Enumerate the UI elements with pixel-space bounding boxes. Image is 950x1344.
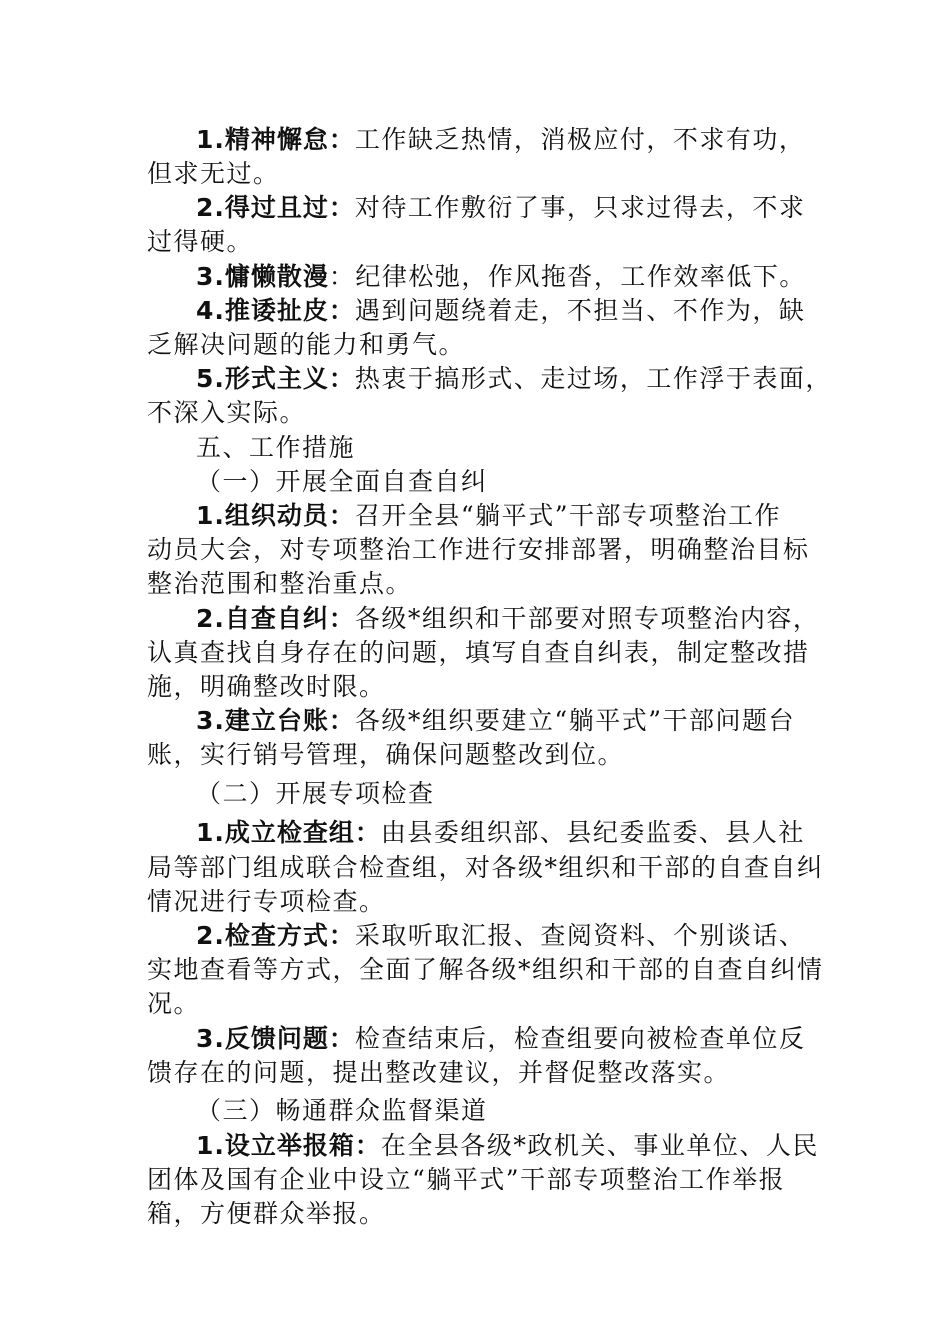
text-line: [147, 328, 465, 362]
item-text: 箱，方便群众举报。: [147, 1199, 386, 1228]
subsection-heading: [196, 465, 488, 499]
text-line: [147, 533, 810, 567]
item-title: 1.成立检查组：: [196, 818, 381, 847]
item-text: 热衷于搞形式、走过场，工作浮于表面，: [354, 364, 832, 393]
item-text: 团体及国有企业中设立“躺平式”干部专项整治工作举报: [147, 1165, 786, 1194]
list-item-heading: [196, 362, 832, 396]
list-item-heading: [196, 602, 819, 636]
text-line: [147, 670, 386, 704]
item-text: 遇到问题绕着走，不担当、不作为，缺: [354, 296, 806, 325]
list-item-heading: [196, 704, 795, 738]
text-line: [147, 157, 280, 191]
item-text: 但求无过。: [147, 159, 280, 188]
item-title: 4.推诿扯皮：: [196, 296, 355, 325]
item-title: 2.得过且过：: [196, 193, 355, 222]
subsection-heading: [196, 1094, 488, 1128]
list-item-heading: [196, 816, 805, 850]
item-text: 对待工作敷衍了事，只求过得去，不求: [354, 193, 806, 222]
item-text: 检查结束后，检查组要向被检查单位反: [354, 1024, 806, 1053]
text-line: [147, 396, 306, 430]
item-text: 工作缺乏热情，消极应付，不求有功，: [354, 125, 806, 154]
text-line: [147, 1163, 785, 1197]
item-text: 整治范围和整治重点。: [147, 569, 413, 598]
item-title: 3.反馈问题：: [196, 1024, 355, 1053]
item-text: 实地查看等方式，全面了解各级*组织和干部的自查自纠情: [147, 955, 824, 984]
item-text: 在全县各级*政机关、事业单位、人民: [380, 1131, 819, 1160]
item-title: 2.检查方式：: [196, 921, 355, 950]
text-line: [147, 953, 824, 987]
item-text: 各级*组织要建立“躺平式”干部问题台: [354, 706, 795, 735]
item-title: 5.形式主义：: [196, 364, 355, 393]
text-line: [147, 987, 200, 1021]
text-line: [147, 851, 824, 885]
list-item-heading: [196, 919, 805, 953]
item-text: 情况进行专项检查。: [147, 887, 386, 916]
list-item-heading: [196, 294, 805, 328]
item-text: 账，实行销号管理，确保问题整改到位。: [147, 740, 625, 769]
section-title: 五、工作措施: [196, 433, 356, 462]
item-text: 召开全县“躺平式”干部专项整治工作: [354, 501, 781, 530]
list-item-heading: [196, 1022, 805, 1056]
item-text: 各级*组织和干部要对照专项整治内容，: [354, 604, 820, 633]
subsection-heading: [196, 777, 435, 811]
item-text: 馈存在的问题，提出整改建议，并督促整改落实。: [147, 1058, 731, 1087]
list-item-heading: [196, 1129, 819, 1163]
item-text: 局等部门组成联合检查组，对各级*组织和干部的自查自纠: [147, 853, 824, 882]
list-item-heading: [196, 191, 805, 225]
text-line: [147, 1197, 386, 1231]
item-text: 况。: [147, 989, 201, 1018]
subsection-title: （三）畅通群众监督渠道: [196, 1096, 488, 1125]
list-item-heading: [196, 499, 781, 533]
item-title: 2.自查自纠：: [196, 604, 355, 633]
item-text: 动员大会，对专项整治工作进行安排部署，明确整治目标: [147, 535, 810, 564]
item-text: 采取听取汇报、查阅资料、个别谈话、: [354, 921, 806, 950]
item-text: 由县委组织部、县纪委监委、县人社: [380, 818, 805, 847]
list-item-heading: [196, 123, 805, 157]
text-line: [147, 738, 624, 772]
item-title: 1.组织动员：: [196, 501, 355, 530]
item-title: 1.精神懈怠：: [196, 125, 355, 154]
item-title: 3.慵懒散漫: [196, 262, 329, 291]
item-text: 乏解决问题的能力和勇气。: [147, 330, 466, 359]
text-line: [147, 567, 412, 601]
text-line: [147, 636, 810, 670]
item-text: 不深入实际。: [147, 398, 307, 427]
list-item-heading: [196, 260, 806, 294]
item-title: 3.建立台账：: [196, 706, 355, 735]
subsection-title: （一）开展全面自查自纠: [196, 467, 488, 496]
item-text: 过得硬。: [147, 227, 254, 256]
subsection-title: （二）开展专项检查: [196, 779, 435, 808]
section-heading: [196, 431, 355, 465]
text-line: [147, 1056, 730, 1090]
item-text: 施，明确整改时限。: [147, 672, 386, 701]
item-title: 1.设立举报箱：: [196, 1131, 381, 1160]
item-text: 认真查找自身存在的问题，填写自查自纠表，制定整改措: [147, 638, 810, 667]
text-line: [147, 225, 253, 259]
item-text: ：纪律松弛，作风拖沓，工作效率低下。: [328, 262, 806, 291]
text-line: [147, 885, 386, 919]
